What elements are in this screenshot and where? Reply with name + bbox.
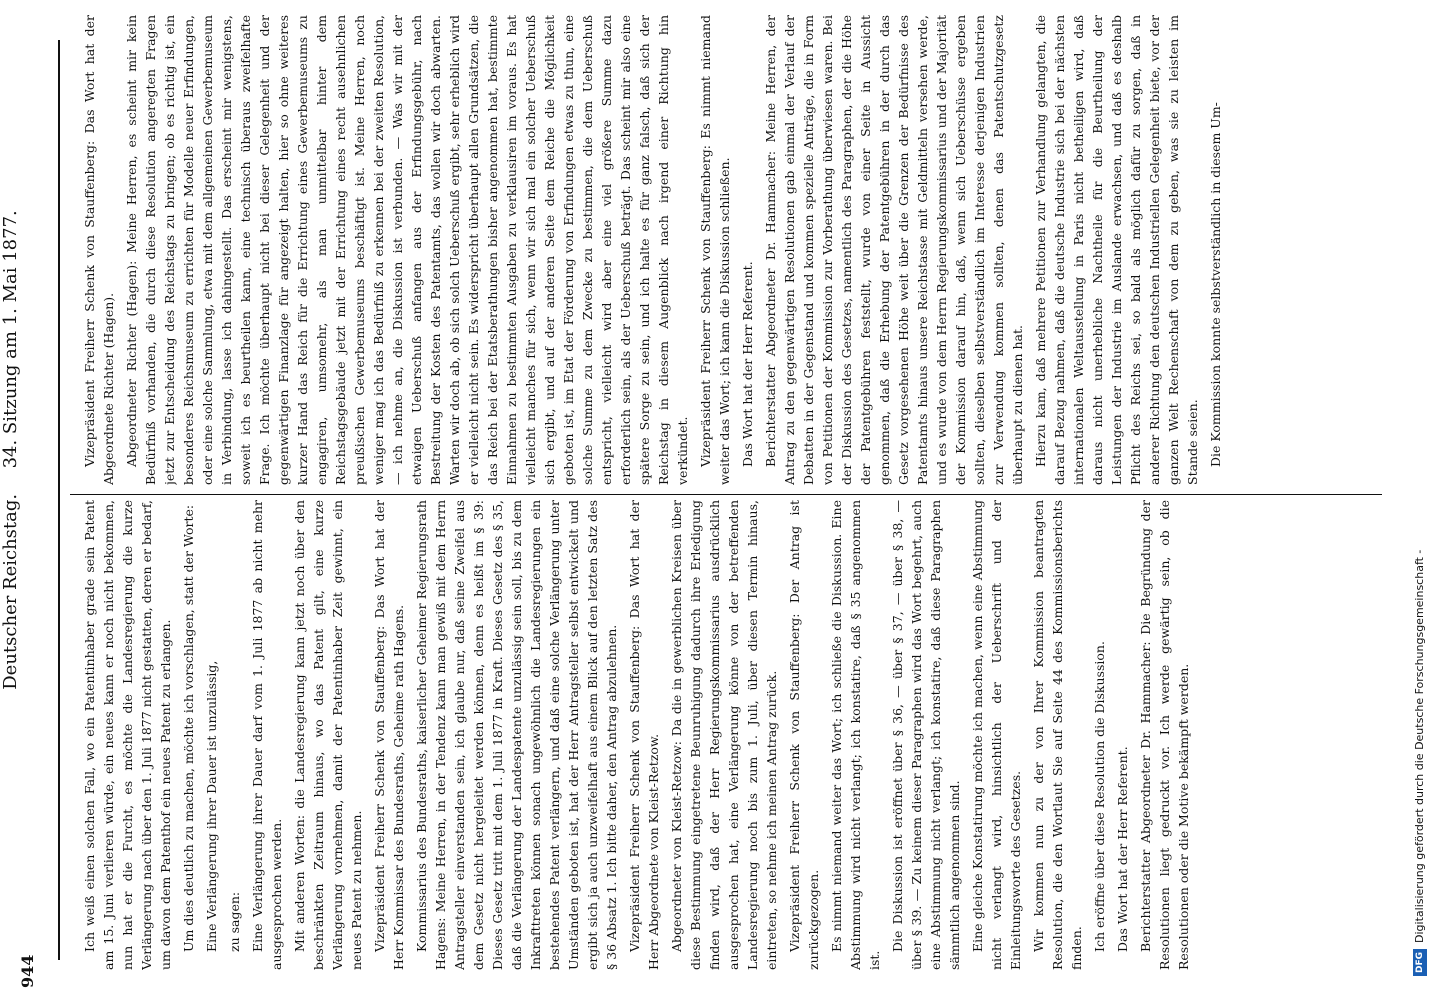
session-title: 34. Sitzung am 1. Mai 1877. (0, 210, 21, 469)
running-head (0, 120, 21, 780)
paragraph: Abgeordneter Richter (Hagen): Meine Herren, es scheint mir kein Bedürfniß vorhanden, die durch diese Resolution angeregten Fragen jetzt zur Entscheidung des Reichstags zu bringen; ob es richtig ist, ein besonderes Reichsmuseum zu errichten für Modelle neuer Erfindungen, oder eine solche Sammlung, etwa mit dem allgemeinen Gewerbemuseum in Verbindung, lasse ich dahingestellt. Das erscheint mir wenigstens, soweit ich es beurtheilen kann, eine technisch überaus zweifelhafte Frage. Ich möchte überhaupt nicht bei dieser Gelegenheit und der gegenwärtigen Finanzlage für angezeigt halten, hier so ohne weiteres kurzer Hand das Reich für die Errichtung eines Gewerbemuseums zu engagiren, umsomehr, als man unmittelbar hinter dem Reichstagsgebäude jetzt mit der Errichtung eines recht ausehnlichen preußischen Gewerbemuseums beschäftigt ist. Meine Herren, noch weniger mag ich das Bedürfniß zu erkennen bei der zweiten Resolution, — ich nehme an, die Diskussion ist verbunden. — Was wir mit der etwaigen Ueberschuß anfangen aus der Erfindungsgebühr, nach Bestreitung der Kosten des Patentamts, das wollen wir doch abwarten. Warten wir doch ab, ob sich solch Ueberschuß ergibt, sehr erheblich wird er vielleicht nicht sein. Es widerspricht überhaupt allen Grundsätzen, die das Reich bei der Etatsberathungen bisher angenommen hat, bestimmte Einnahmen zu bestimmten Ausgaben zu verklausiren im voraus. Es hat vielleicht manches für sich, wenn wir sich mal ein solcher Ueberschuß sich ergibt, und auf der anderen Seite dem Reiche die Möglichkeit geboten ist, im Etat der Förderung von Erfindungen etwas zu thun, eine solche Summe zu dem Zwecke zu bestimmen, die dem Ueberschuß entspricht, vielleicht wird aber eine viel größere Summe dazu erforderlich sein, als der Ueberschuß beträgt. Das scheint mir also eine spätere Sorge zu sein, und ich halte es für ganz falsch, daß sich der Reichstag in diesem Augenblick nach irgend einer Richtung hin verkündet. (124, 15, 690, 485)
paragraph: Wir kommen nun zu der von Ihrer Kommission beantragten Resolution, die den Wortlaut Sie auf Seite 44 des Kommissionsberichts finden. (1031, 500, 1084, 970)
header-rule (58, 40, 60, 960)
page-number: 944 (18, 954, 37, 988)
paragraph: Das Wort hat der Herr Referent. (740, 261, 755, 467)
paragraph: Das Wort hat der Herr Referent. (1115, 746, 1130, 952)
paragraph: Kommissarius des Bundesraths, kaiserlicher Geheimer Regierungsrath Hagens: Meine Herren, in der Tendenz kann man gewiß mit dem Herrn Antragsteller einverstanden sein, ich glaube nur, daß seine Zweifel aus dem Gesetz nicht hergeleitet werden können, denn es heißt im § 39: Dieses Gesetz tritt mit dem 1. Juli 1877 in Kraft. Dieses Gesetz des § 35, daß die Verlängerung der Landespatente unzulässig sein soll, bis zu dem Inkrafttreten können sonach ungewöhnlich die Landesregierungen ein bestehendes Patent verlängern, und daß eine solche Verlängerung unter Umständen geboten ist, hat der Herr Antragsteller selbst entwickelt und ergibt sich ja auch unzweifelhaft aus einem Blick auf den letzten Satz des § 36 Absatz 1. Ich bitte daher, den Antrag abzulehnen. (414, 500, 619, 970)
paragraph: Vizepräsident Freiherr Schenk von Stauffenberg: Das Wort hat der Herr Kommissar des Bundesraths, Geheime rath Hagens. (372, 500, 406, 970)
paragraph: Vizepräsident Freiherr Schenk von Stauffenberg: Das Wort hat der Herr Abgeordnete von Kleist-Retzow. (627, 500, 661, 970)
paragraph: Eine Verlängerung ihrer Dauer ist unzulässig, (204, 660, 219, 952)
column-separator (70, 494, 1382, 495)
paragraph: Ich eröffne über diese Resolution die Diskussion. (1092, 641, 1107, 952)
dfg-logo-badge: DFG (1413, 949, 1427, 976)
paragraph: Die Kommission konnte selbstverständlich in diesem Um- (1208, 102, 1223, 467)
credit-text: Digitalisierung gefördert durch die Deutsche Forschungsgemeinschaft - (1413, 549, 1426, 943)
right-column (80, 15, 1372, 485)
paragraph: Vizepräsident Freiherr Schenk von Stauffenberg: Der Antrag ist zurückgezogen. (787, 500, 821, 970)
paragraph: Um dies deutlich zu machen, möchte ich vorschlagen, statt der Worte: (181, 504, 196, 952)
page-header (0, 0, 64, 1000)
paragraph: Hierzu kam, daß mehrere Petitionen zur Verhandlung gelangten, die darauf Bezug nahmen, daß die deutsche Industrie sich bei der nächsten internationalen Weltausstellung in Paris nicht betheiligen wird, daß daraus nicht unerhebliche Nachtheile für die Beurtheilung der Leistungen der Industrie im Auslande erwachsen, und daß es deshalb Pflicht des Reichs sei, so bald als möglich dafür zu sorgen, daß in anderer Richtung den deutschen Industriellen Gelegenheit biete, vor der ganzen Welt Rechenschaft von dem zu geben, was sie zu leisten im Stande seien. (1033, 15, 1200, 485)
digitization-credit (1409, 16, 1431, 976)
paragraph: Mit anderen Worten: die Landesregierung kann jetzt noch über den beschränkten Zeitraum hinaus, wo das Patent gilt, eine kurze Verlängerung vornehmen, damit der Patentinhaber Zeit gewinnt, ein neues Patent zu nehmen. (292, 500, 364, 970)
paragraph: Berichterstatter Abgeordneter Dr. Hammacher: Die Begründung der Resolutionen liegt gedruckt vor. Ich werde gewärtig sein, ob die Resolutionen oder die Motive bekämpft werden. (1138, 500, 1191, 970)
paragraph: zu sagen: (227, 891, 242, 952)
paragraph: Es nimmt niemand weiter das Wort; ich schließe die Diskussion. Eine Abstimmung wird nicht verlangt; ich konstatire, daß § 35 angenommen ist. (829, 500, 882, 970)
paragraph: Eine Verlängerung ihrer Dauer darf vom 1. Juli 1877 ab nicht mehr ausgesprochen werden. (250, 500, 284, 970)
paragraph: Vizepräsident Freiherr Schenk von Stauffenberg: Es nimmt niemand weiter das Wort; ich kann die Diskussion schließen. (698, 15, 732, 485)
paragraph: Ich weiß einen solchen Fall, wo ein Patentinhaber grade sein Patent am 15. Juni verlieren würde, ein neues kann er noch nicht bekommen, nun hat er die Furcht, es möchte die Landesregierung die kurze Verlängerung nach über den 1. Juli 1877 nicht gestatten, deren er bedarf, um davon dem Patenthof ein neues Patent zu erlangen. (82, 500, 173, 970)
left-column (80, 500, 1372, 970)
paragraph: Abgeordneter von Kleist-Retzow: Da die in gewerblichen Kreisen über diese Bestimmung eingetretene Beunruhigung dadurch ihre Erledigung finden wird, daß der Herr Regierungskommissarius ausdrücklich ausgesprochen hat, eine Verlängerung könne von der betreffenden Landesregierung noch bis zum 1. Juli, über diesen Termin hinaus, eintreten, so nehme ich meinen Antrag zurück. (669, 500, 779, 970)
publication-title: Deutscher Reichstag. (0, 493, 21, 690)
paragraph: Vizepräsident Freiherr Schenk von Stauffenberg: Das Wort hat der Abgeordnete Richter (Hagen). (82, 15, 116, 485)
paragraph: Berichterstatter Abgeordneter Dr. Hammacher: Meine Herren, der Antrag zu den gegenwärtigen Resolutionen gab einmal der Verlauf der Debatten in der Gegenstand und kommen spezielle Anträge, die in Form von Petitionen der Kommission zur Vorberathung überwiesen waren. Bei der Diskussion des Gesetzes, namentlich des Paragraphen, der die Höhe der Patentgebühren feststellt, wurde von einer Seite in Aussicht genommen, daß die Erhebung der Patentgebühren in der durch das Gesetz vorgesehenen Höhe weit über die Grenzen der Bedürfnisse des Patentamts hinaus unsere Reichstasse mit Geldmitteln versehen werde, und es wurde von dem Herrn Regierungskommissarius und der Majorität der Kommission darauf hin, daß, wenn sich Ueberschüsse ergeben sollten, dieselben selbstverständlich im Interesse derjenigen Industrien zur Verwendung kommen sollten, denen das Patentschutzgesetz überhaupt zu dienen hat. (763, 15, 1025, 485)
paragraph: Die Diskussion ist eröffnet über § 36, — über § 37, — über § 38, — über § 39. — Zu keinem dieser Paragraphen wird das Wort begehrt, auch eine Abstimmung nicht verlangt; ich konstatire, daß diese Paragraphen sämmtlich angenommen sind. (890, 500, 962, 970)
paragraph: Eine gleiche Konstatirung möchte ich machen, wenn eine Abstimmung nicht verlangt wird, hinsichtlich der Ueberschrift und der Einleitungsworte des Gesetzes. (970, 500, 1023, 970)
